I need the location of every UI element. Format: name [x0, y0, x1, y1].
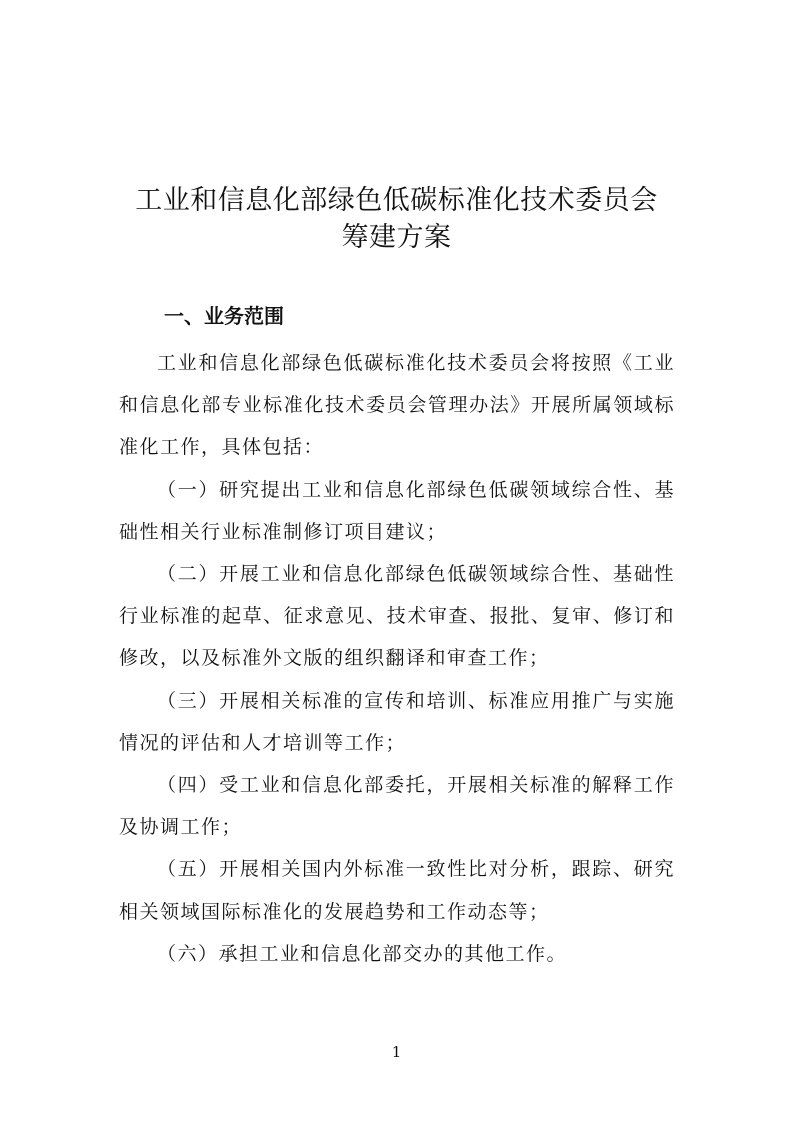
paragraph-item-5: （五）开展相关国内外标准一致性比对分析，跟踪、研究相关领域国际标准化的发展趋势和工作动态等；	[119, 858, 675, 923]
paragraph-intro: 工业和信息化部绿色低碳标准化技术委员会将按照《工业和信息化部专业标准化技术委员会管理办法》开展所属领域标准化工作，具体包括：	[119, 352, 675, 459]
paragraph-item-3: （三）开展相关标准的宣传和培训、标准应用推广与实施情况的评估和人才培训等工作；	[119, 689, 675, 754]
paragraph-item-4: （四）受工业和信息化部委托，开展相关标准的解释工作及协调工作；	[119, 774, 675, 839]
document-title: 工业和信息化部绿色低碳标准化技术委员会	[135, 185, 658, 216]
section-heading: 一、业务范围	[164, 304, 284, 328]
paragraph-item-6: （六）承担工业和信息化部交办的其他工作。	[157, 942, 568, 965]
document-subtitle: 筹建方案	[341, 222, 452, 253]
body-text	[119, 342, 675, 975]
page-number: 1	[391, 1043, 402, 1061]
paragraph-item-2: （二）开展工业和信息化部绿色低碳领域综合性、基础性行业标准的起草、征求意见、技术审查、报批、复审、修订和修改，以及标准外文版的组织翻译和审查工作；	[119, 563, 675, 670]
paragraph-item-1: （一）研究提出工业和信息化部绿色低碳领域综合性、基础性相关行业标准制修订项目建议；	[119, 478, 675, 543]
